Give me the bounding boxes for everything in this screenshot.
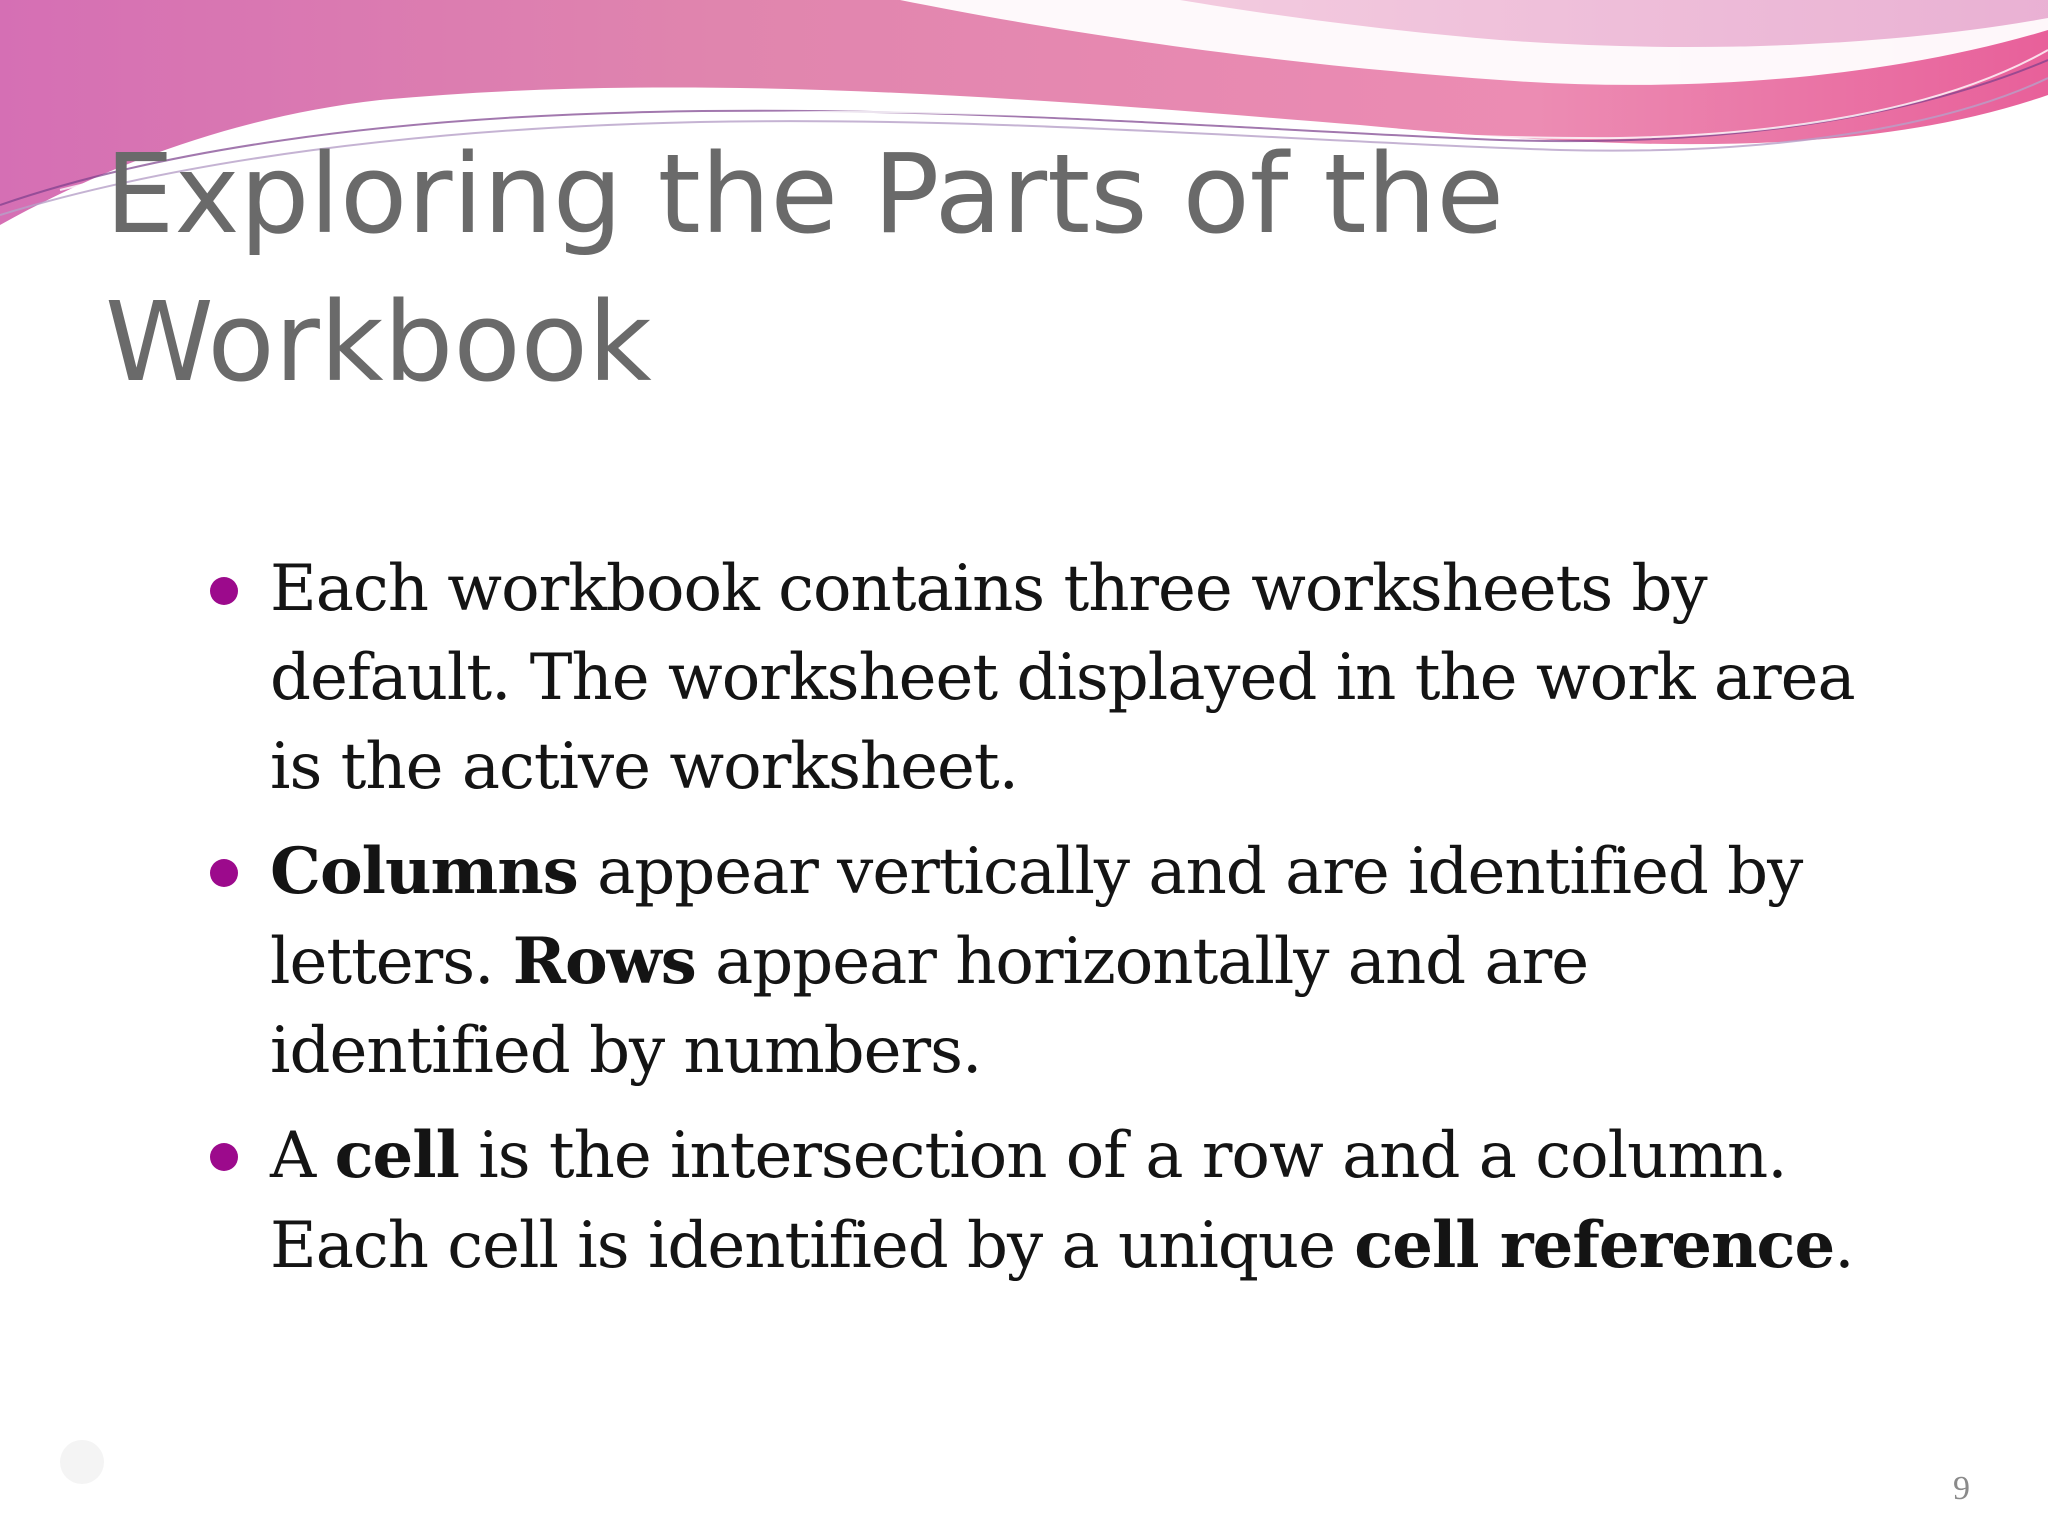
bullet-item	[210, 827, 1870, 1096]
bullet-text-bold: Rows	[512, 924, 696, 999]
bullet-text: Each workbook contains three worksheets by default. The worksheet displayed in the work area is the active worksheet.	[270, 552, 1855, 804]
bullet-list	[210, 545, 1870, 1306]
page-number: 9	[1953, 1470, 1970, 1507]
bullet-text-bold: cell	[334, 1118, 459, 1193]
bullet-dot-icon	[210, 577, 238, 605]
bullet-text: is the intersection of a row and a column. Each cell is identified by a unique	[270, 1119, 1787, 1283]
bullet-text: .	[1834, 1209, 1854, 1283]
bullet-item	[210, 1111, 1870, 1291]
bullet-dot-icon	[210, 1143, 238, 1171]
bullet-text-bold: cell reference	[1354, 1208, 1835, 1283]
corner-decoration	[60, 1440, 104, 1484]
bullet-text-bold: Columns	[270, 834, 578, 909]
bullet-text: appear horizontally and are identified by numbers.	[270, 925, 1589, 1088]
bullet-dot-icon	[210, 859, 238, 887]
slide-title: Exploring the Parts of the Workbook	[105, 130, 1505, 406]
bullet-text: appear vertically and are identified by letters.	[270, 835, 1803, 999]
bullet-text: A	[270, 1119, 335, 1193]
bullet-item	[210, 545, 1870, 812]
